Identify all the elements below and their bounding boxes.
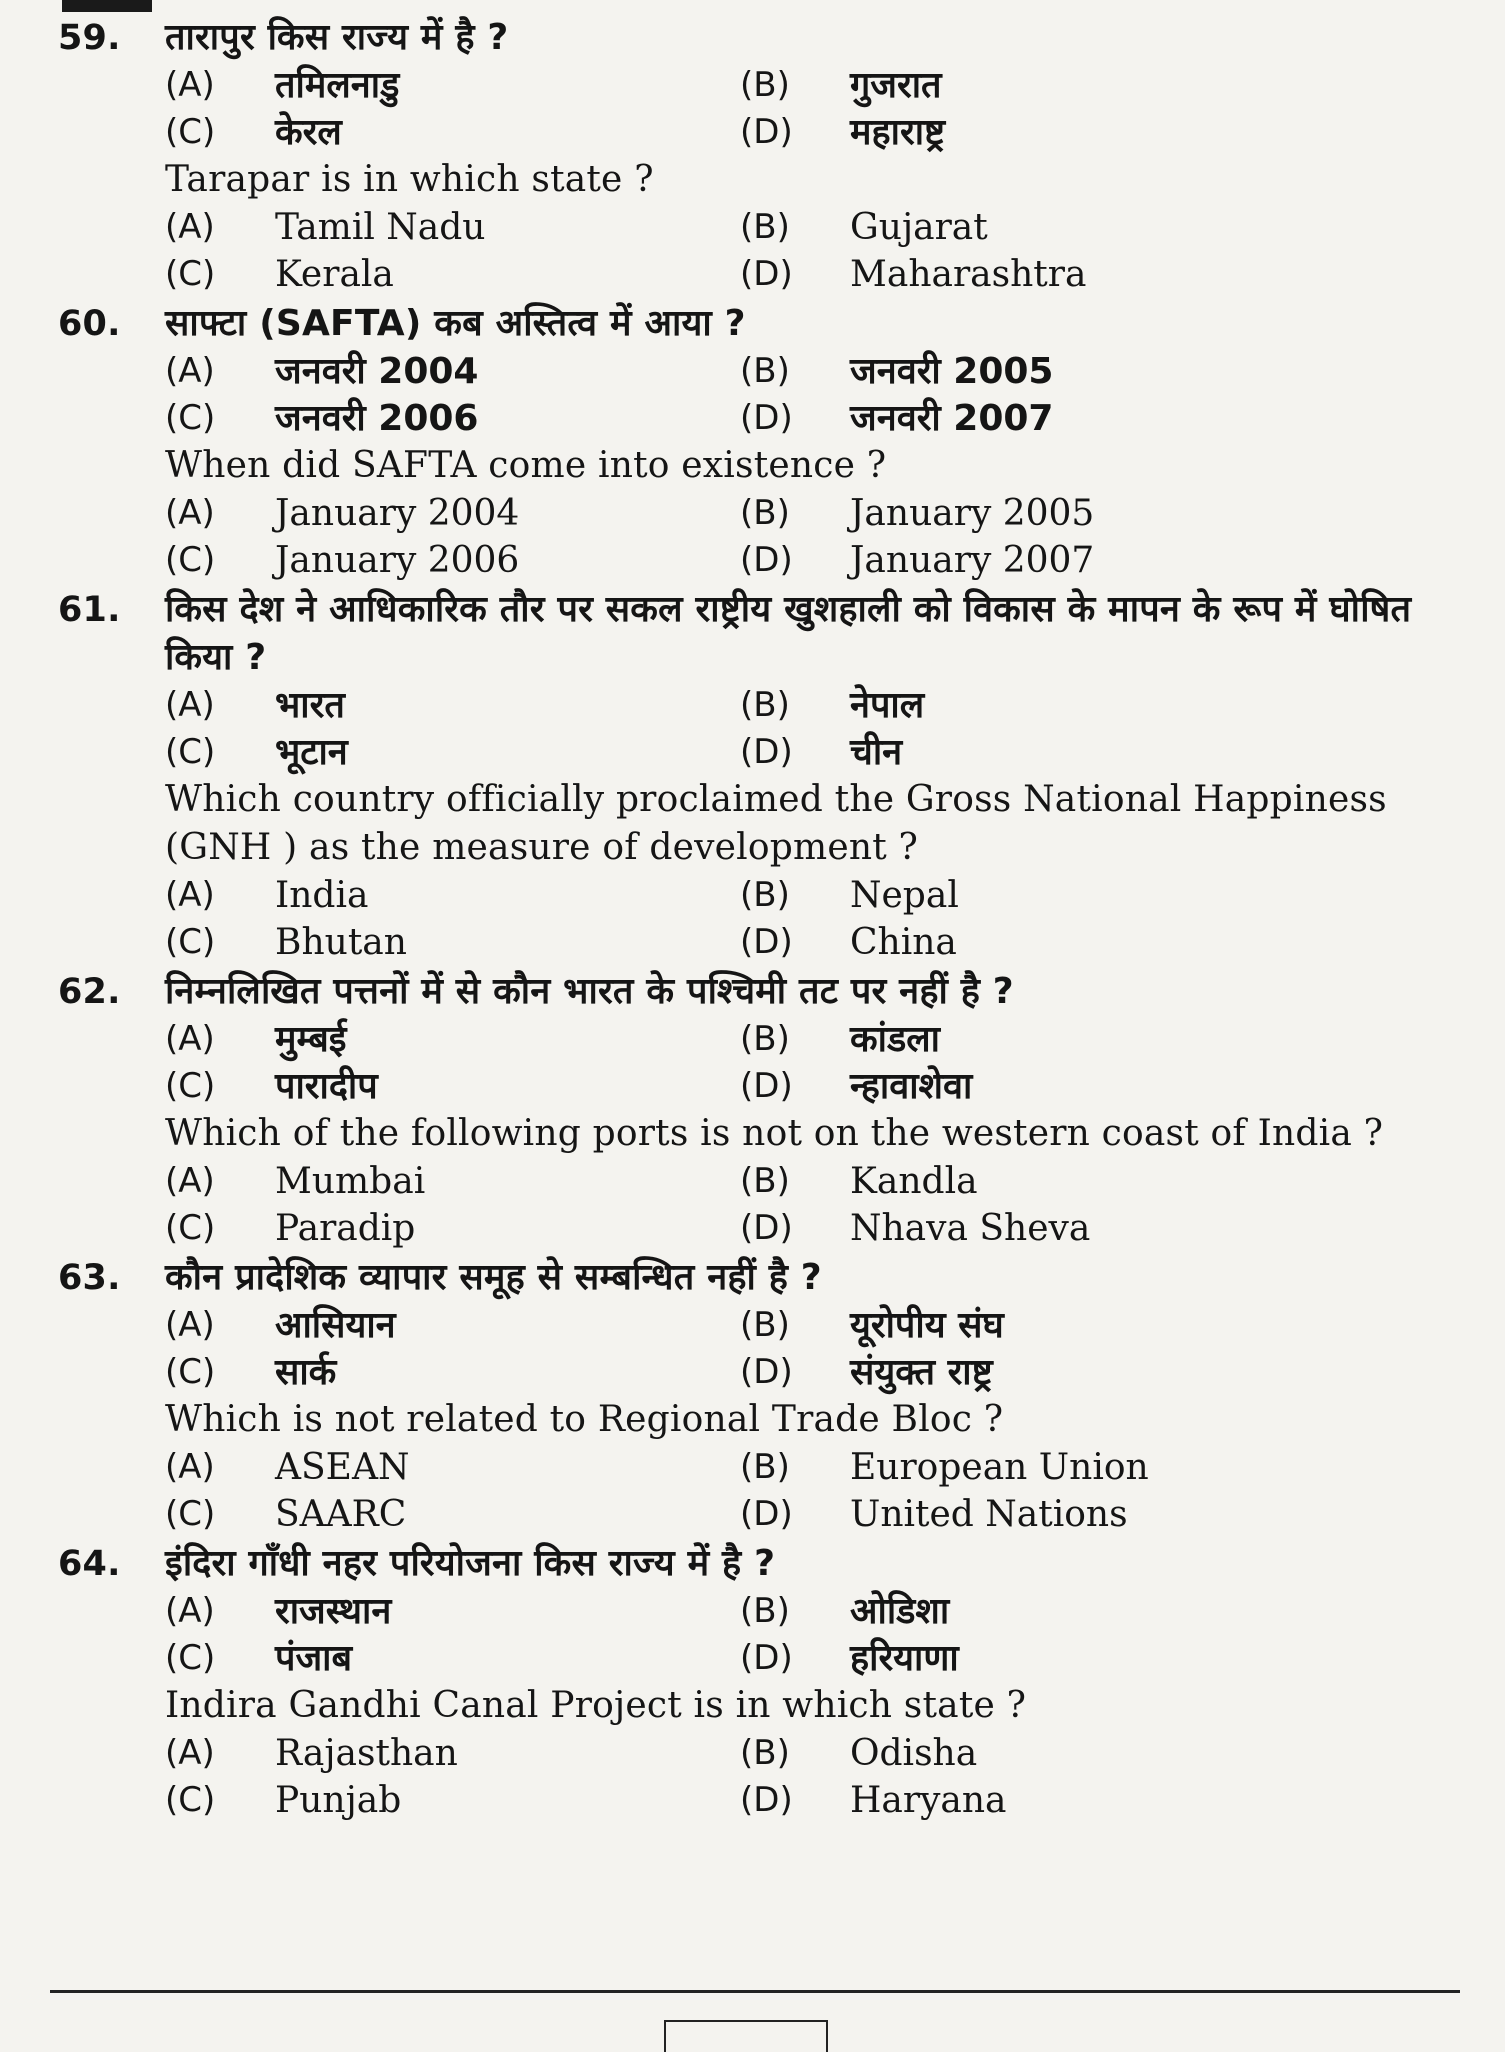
option-label: (C): [165, 1494, 216, 1534]
question-number: 59.: [58, 18, 121, 58]
option-text: Tamil Nadu: [275, 207, 486, 248]
question-text-hindi: [0, 968, 1505, 1016]
options-row-english: [0, 1444, 1505, 1491]
option-label: (D): [740, 112, 793, 152]
options-row-hindi: [0, 1063, 1505, 1110]
option-label: (D): [740, 1208, 793, 1248]
option-label: (C): [165, 540, 216, 580]
option-text: Rajasthan: [275, 1733, 458, 1774]
option-label: (C): [165, 1352, 216, 1392]
option-label: (D): [740, 732, 793, 772]
option-text: जनवरी 2007: [850, 398, 1054, 439]
question-text-english: Which of the following ports is not on the western coast of India ?: [165, 1113, 1384, 1154]
options-row-english: [0, 1158, 1505, 1205]
question-block: [0, 968, 1505, 1252]
question-text: निम्नलिखित पत्तनों में से कौन भारत के पश्चिमी तट पर नहीं है ?: [165, 971, 1014, 1012]
options-row-hindi: [0, 1588, 1505, 1635]
option-text: तमिलनाडु: [275, 65, 400, 106]
option-text: हरियाणा: [850, 1638, 959, 1679]
option-text: Paradip: [275, 1208, 416, 1249]
option-label: (B): [740, 1161, 790, 1201]
options-row-english: [0, 490, 1505, 537]
question-number: 62.: [58, 972, 121, 1012]
question-number: 63.: [58, 1258, 121, 1298]
option-text: European Union: [850, 1447, 1149, 1488]
option-text: ASEAN: [275, 1447, 410, 1488]
option-text: भारत: [275, 685, 345, 726]
option-label: (B): [740, 1733, 790, 1773]
option-text: January 2007: [850, 540, 1095, 581]
question-text-hindi: [0, 14, 1505, 62]
option-text: यूरोपीय संघ: [850, 1305, 1004, 1346]
option-text: Haryana: [850, 1780, 1007, 1821]
question-text-english: Which is not related to Regional Trade Bloc ?: [165, 1399, 1004, 1440]
option-text: मुम्बई: [275, 1019, 347, 1060]
option-label: (B): [740, 685, 790, 725]
option-text: SAARC: [275, 1494, 407, 1535]
options-row-hindi: [0, 348, 1505, 395]
options-row-hindi: [0, 729, 1505, 776]
option-label: (B): [740, 65, 790, 105]
option-label: (A): [165, 1591, 215, 1631]
option-text: Nepal: [850, 875, 959, 916]
options-row-hindi: [0, 682, 1505, 729]
question-number: 61.: [58, 590, 121, 630]
options-row-hindi: [0, 1016, 1505, 1063]
option-text: Odisha: [850, 1733, 978, 1774]
options-row-english: [0, 919, 1505, 966]
options-row-hindi: [0, 109, 1505, 156]
option-label: (A): [165, 875, 215, 915]
option-label: (A): [165, 1019, 215, 1059]
option-text: जनवरी 2006: [275, 398, 479, 439]
option-label: (B): [740, 493, 790, 533]
option-label: (C): [165, 254, 216, 294]
option-label: (A): [165, 1305, 215, 1345]
option-text: ओडिशा: [850, 1591, 950, 1632]
question-text-hindi: [0, 1540, 1505, 1588]
option-text: Punjab: [275, 1780, 402, 1821]
option-text: United Nations: [850, 1494, 1128, 1535]
question-text-hindi: [0, 300, 1505, 348]
option-text: सार्क: [275, 1352, 337, 1393]
question-block: [0, 1254, 1505, 1538]
option-label: (B): [740, 1305, 790, 1345]
option-label: (B): [740, 1019, 790, 1059]
option-label: (A): [165, 1161, 215, 1201]
option-text: Kerala: [275, 254, 394, 295]
option-label: (A): [165, 1447, 215, 1487]
top-header-mark: [62, 0, 152, 12]
option-label: (A): [165, 351, 215, 391]
question-text-hindi: [0, 1254, 1505, 1302]
option-text: जनवरी 2004: [275, 351, 479, 392]
options-row-english: [0, 251, 1505, 298]
option-label: (B): [740, 351, 790, 391]
option-text: भूटान: [275, 732, 348, 773]
question-block: [0, 586, 1505, 966]
options-row-english: [0, 204, 1505, 251]
option-label: (D): [740, 540, 793, 580]
option-text: January 2005: [850, 493, 1095, 534]
option-label: (B): [740, 875, 790, 915]
options-row-english: [0, 1777, 1505, 1824]
option-label: (C): [165, 922, 216, 962]
question-block: [0, 300, 1505, 584]
option-label: (D): [740, 1066, 793, 1106]
question-block: [0, 1540, 1505, 1824]
option-text: पंजाब: [275, 1638, 353, 1679]
question-text: कौन प्रादेशिक व्यापार समूह से सम्बन्धित नहीं है ?: [165, 1257, 822, 1298]
option-label: (B): [740, 1447, 790, 1487]
option-label: (A): [165, 65, 215, 105]
option-text: January 2006: [275, 540, 520, 581]
option-text: जनवरी 2005: [850, 351, 1054, 392]
option-text: Bhutan: [275, 922, 407, 963]
options-row-english: [0, 1730, 1505, 1777]
option-text: Gujarat: [850, 207, 988, 248]
option-label: (B): [740, 1591, 790, 1631]
footer-rule: [50, 1990, 1460, 1993]
option-text: गुजरात: [850, 65, 942, 106]
option-label: (C): [165, 1638, 216, 1678]
question-text-english: Which country officially proclaimed the Gross National Happiness (GNH ) as the measure of development ?: [165, 779, 1387, 868]
options-row-hindi: [0, 62, 1505, 109]
question-block: [0, 14, 1505, 298]
option-text: Nhava Sheva: [850, 1208, 1091, 1249]
question-text-english: Tarapar is in which state ?: [165, 159, 654, 200]
option-text: Kandla: [850, 1161, 978, 1202]
option-label: (A): [165, 685, 215, 725]
option-label: (B): [740, 207, 790, 247]
option-label: (C): [165, 1208, 216, 1248]
option-label: (D): [740, 1494, 793, 1534]
option-text: पारादीप: [275, 1066, 378, 1107]
option-label: (D): [740, 1352, 793, 1392]
option-text: China: [850, 922, 957, 963]
option-text: January 2004: [275, 493, 520, 534]
question-text: किस देश ने आधिकारिक तौर पर सकल राष्ट्रीय खुशहाली को विकास के मापन के रूप में घोषित किया ?: [165, 589, 1412, 678]
option-label: (A): [165, 1733, 215, 1773]
options-row-english: [0, 1491, 1505, 1538]
question-text-hindi: [0, 586, 1505, 682]
option-text: कांडला: [850, 1019, 940, 1060]
option-label: (D): [740, 254, 793, 294]
options-row-english: [0, 1205, 1505, 1252]
question-page: [0, 14, 1505, 1826]
question-text-english: When did SAFTA come into existence ?: [165, 445, 887, 486]
option-label: (C): [165, 1066, 216, 1106]
option-label: (A): [165, 493, 215, 533]
options-row-hindi: [0, 395, 1505, 442]
question-text: तारापुर किस राज्य में है ?: [165, 17, 509, 58]
option-label: (C): [165, 398, 216, 438]
option-text: आसियान: [275, 1305, 396, 1346]
page-number-box: [664, 2020, 828, 2052]
option-label: (C): [165, 732, 216, 772]
question-number: 64.: [58, 1544, 121, 1584]
option-text: Maharashtra: [850, 254, 1087, 295]
options-row-hindi: [0, 1302, 1505, 1349]
option-label: (A): [165, 207, 215, 247]
option-text: चीन: [850, 732, 903, 773]
option-text: India: [275, 875, 369, 916]
option-text: न्हावाशेवा: [850, 1066, 973, 1107]
options-row-english: [0, 872, 1505, 919]
option-text: Mumbai: [275, 1161, 426, 1202]
option-label: (C): [165, 112, 216, 152]
option-text: संयुक्त राष्ट्र: [850, 1352, 993, 1393]
options-row-hindi: [0, 1635, 1505, 1682]
option-label: (C): [165, 1780, 216, 1820]
option-label: (D): [740, 1638, 793, 1678]
option-text: नेपाल: [850, 685, 925, 726]
option-text: केरल: [275, 112, 342, 153]
option-label: (D): [740, 398, 793, 438]
options-row-hindi: [0, 1349, 1505, 1396]
question-number: 60.: [58, 304, 121, 344]
question-text: इंदिरा गाँधी नहर परियोजना किस राज्य में है ?: [165, 1543, 776, 1584]
question-text: साफ्टा (SAFTA) कब अस्तित्व में आया ?: [165, 303, 746, 344]
question-text-english: Indira Gandhi Canal Project is in which state ?: [165, 1685, 1027, 1726]
option-text: राजस्थान: [275, 1591, 392, 1632]
option-label: (D): [740, 922, 793, 962]
options-row-english: [0, 537, 1505, 584]
option-text: महाराष्ट्र: [850, 112, 946, 153]
option-label: (D): [740, 1780, 793, 1820]
